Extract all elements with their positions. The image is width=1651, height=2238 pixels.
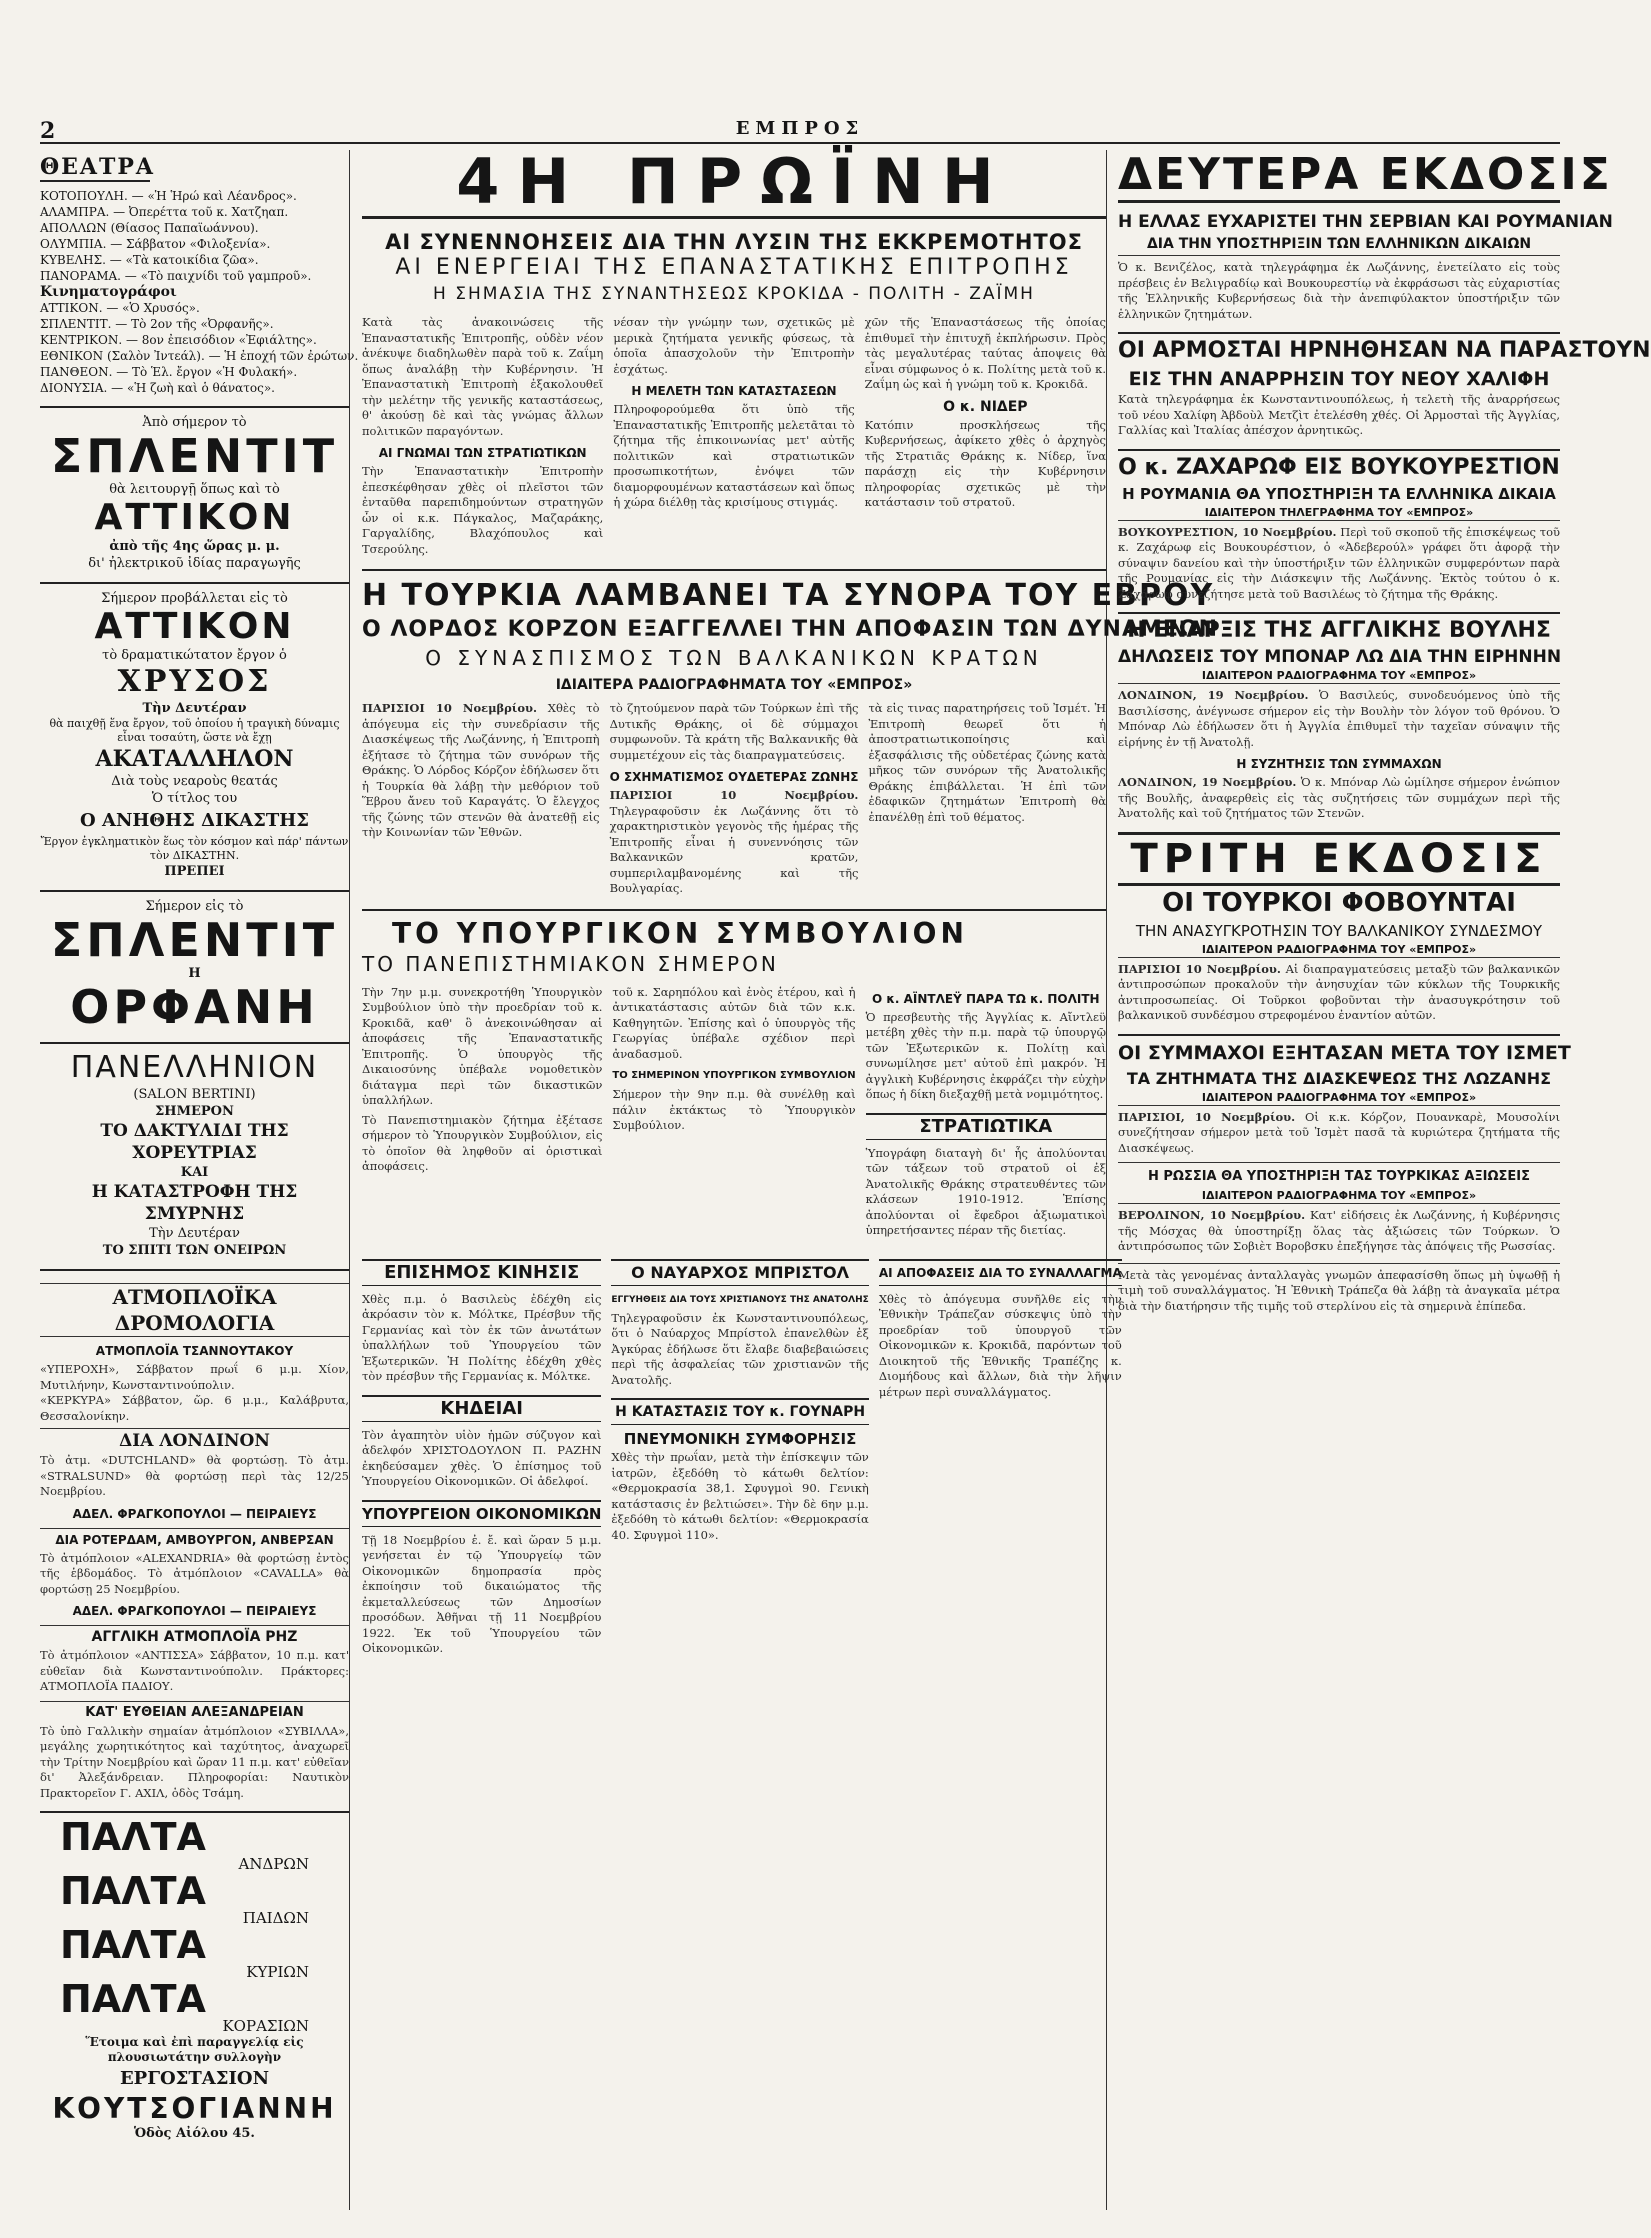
ad-film-title: ΟΡΦΑΝΗ [70, 980, 319, 1034]
dateline: ΛΟΝΔΙΝΟΝ, 19 Νοεμβρίου. [1118, 775, 1297, 789]
ad-film-title: ΑΚΑΤΑΛΛΗΛΟΝ [95, 746, 294, 772]
dispatch-label: ΙΔΙΑΙΤΕΡΟΝ ΡΑΔΙΟΓΡΑΦΗΜΑ ΤΟΥ «ΕΜΠΡΟΣ» [1118, 1188, 1560, 1204]
shipping-text: «ΚΕΡΚΥΡΑ» Σάββατον, ὥρ. 6 μ.μ., Καλάβρυτα, Θεσσαλονίκην. [40, 1393, 349, 1423]
article-subheadline: ΤΗΝ ΑΝΑΣΥΓΚΡΟΤΗΣΙΝ ΤΟΥ ΒΑΛΚΑΝΙΚΟΥ ΣΥΝΔΕΣΜΟΥ [1135, 921, 1543, 940]
article-body: Κατ' εἰδήσεις ἐκ Λωζάννης, ἡ Κυβέρνησις τῆς Μόσχας θὰ ὑποστηρίξῃ ὅλας τὰς ἀξιώσεις τῶν Τούρκων. Ὁ ἀντιπρόσωπος τῶν Σοβιὲτ Βοροβσκυ ἐπεξήγησε τὰς ἀπόψεις τῆς Ρωσσίας. [1118, 1208, 1560, 1253]
article-body: Κατόπιν προσκλήσεως τῆς Κυβερνήσεως, ἀφίκετο χθὲς ὁ ἀρχηγὸς τῆς Στρατιᾶς Θράκης κ. Νίδερ, ἵνα παράσχῃ εἰς τὴν Κυβέρνησιν πληροφορίας σχετικῶς μὲ τὴν κατάστασιν τοῦ στρατοῦ. [864, 417, 1106, 509]
edition-title: ΔΕΥΤΕΡΑ ΕΚΔΟΣΙΣ [1118, 150, 1560, 203]
article-body: Ὁ Βασιλεύς, συνοδευόμενος ὑπὸ τῆς Βασιλίσσης, ἀνέγνωσε σήμερον εἰς τὴν Βουλὴν τὸν λόγον τοῦ θρόνου. Ὁ Μπόναρ Λὼ ἐδήλωσεν ὅτι ἡ Ἀγγλία ἐπιθυμεῖ τὴν ταχεῖαν σύναψιν τῆς εἰρήνης ἐν τῇ Ἀνατολῇ. [1118, 688, 1561, 749]
ad-cinema-name: ΣΠΛΕΝΤΙΤ [50, 429, 339, 483]
article-body: χῶν τῆς Ἐπαναστάσεως τῆς ὁποίας ἐπιθυμεῖ τὴν ἐπιτυχῆ ἐκπλήρωσιν. Πρὸς τὰς μεγαλυτέρας ταύτας ἀποψεις θὰ εἶναι σύμφωνος ὁ κ. Πολίτης μετὰ τοῦ κ. Ζαΐμη ὡς καὶ ἡ γνώμη τοῦ κ. Κροκιδᾶ. [864, 315, 1106, 391]
article-body: Χθὲς τὸ ἀπόγευμα συνῆλθε εἰς τὴν Ἐθνικὴν Τράπεζαν σύσκεψις ὑπὸ τὴν προεδρίαν τοῦ ὑπουργοῦ τῶν Οἰκονομικῶν κ. Κροκιδᾶ, παρόντων τοῦ Διοικητοῦ τῆς Ἐθνικῆς Τραπέζης κ. Διομήδους καὶ ἄλλων, διὰ τὴν λῆψιν μέτρων περὶ συναλλάγματος. [878, 1291, 1122, 1399]
article-cabinet-council [362, 909, 1106, 1239]
splendid-attikon-ad [40, 406, 349, 572]
coats-category: ΠΑΙΔΩΝ [242, 1909, 309, 1927]
factory-label: ΕΡΓΟΣΤΑΣΙΟΝ [119, 2068, 270, 2089]
section-subhead: Ο κ. ΝΙΔΕΡ [943, 398, 1028, 415]
theatre-listing: ΑΛΑΜΠΡΑ. — Ὀπερέττα τοῦ κ. Χατζηαπ. [40, 205, 289, 219]
article-body: νέσαν τὴν γνώμην των, σχετικῶς μὲ μερικὰ ζητήματα γενικῆς φύσεως, τὰ ὁποῖα ἀπασχολοῦν τὴν Ἐπιτροπὴν ἐσχάτως. [613, 315, 855, 376]
article-headline: Η ΡΩΣΣΙΑ ΘΑ ΥΠΟΣΤΗΡΙΞΗ ΤΑΣ ΤΟΥΡΚΙΚΑΣ ΑΞΙΩΣΕΙΣ [1118, 1162, 1560, 1188]
dateline: ΠΑΡΙΣΙΟΙ 10 Νοεμβρίου. [609, 788, 859, 802]
article-body: Τὸν ἀγαπητὸν υἱὸν ἡμῶν σύζυγον καὶ ἀδελφόν ΧΡΙΣΤΟΔΟΥΛΟΝ Π. ΡΑΖΗΝ ἐκηδεύσαμεν χθὲς. Ὁ ἐπίσημος τοῦ Ὑπουργείου Οἰκονομικῶν. Οἱ ἀδελφοί. [362, 1427, 602, 1488]
dateline: ΠΑΡΙΣΙΟΙ 10 Νοεμβρίου. [1118, 961, 1281, 976]
article-body: Αἱ διαπραγματεύσεις μεταξὺ τῶν βαλκανικῶν ἀντιπροσώπων προκαλοῦν τὴν ἀνησυχίαν τῶν κύκλων τῆς Τουρκικῆς ἀντιπροσωπείας. Οἱ Τοῦρκοι φοβοῦνται τὴν ἀνασυγκρότησιν τοῦ βαλκανικοῦ συνδέσμου στρεφομένου ἐναντίον αὐτῶν. [1118, 961, 1560, 1022]
attikon-gold-ad [40, 582, 349, 880]
military-news-title: ΣΤΡΑΤΙΩΤΙΚΑ [866, 1113, 1106, 1140]
section-subhead: ΤΟ ΣΗΜΕΡΙΝΟΝ ΥΠΟΥΡΓΙΚΟΝ ΣΥΜΒΟΥΛΙΟΝ [612, 1070, 856, 1081]
article-subheadline: Ο ΛΟΡΔΟΣ ΚΟΡΖΟΝ ΕΞΑΓΓΕΛΛΕΙ ΤΗΝ ΑΠΟΦΑΣΙΝ ΤΩΝ ΔΥΝΑΜΕΩΝ [362, 617, 1219, 642]
ad-film-title: ΧΡΥΣΟΣ [117, 664, 272, 699]
ad-text: Η [188, 966, 201, 981]
ad-text: θὰ παιχθῇ ἕνα ἔργον, τοῦ ὁποίου ἡ τραγικὴ δύναμις εἶναι τοσαύτη, ὥστε νὰ ἔχῃ [49, 717, 340, 744]
article-body: Χθὲς π.μ. ὁ Βασιλεὺς ἐδέχθη εἰς ἀκρόασιν τὸν κ. Μόλτκε, Πρέσβυν τῆς Γερμανίας καὶ τὸν ἐκ τῶν ἀνωτάτων ὑπαλλήλων τοῦ Ὑπουργείου τῶν Ἐξωτερικῶν. Ἡ Πολίτης ἐδέχθη χθὲς τὸν πρέσβυν τῆς Γερμανίας κ. Μόλτκε. [362, 1291, 602, 1383]
ad-text: τὸ δραματικώτατον ἔργον ὁ [102, 648, 287, 663]
edition-title: 4Η ΠΡΩΪΝΗ [362, 150, 1106, 219]
section-subhead: Ο ΣΧΗΜΑΤΙΣΜΟΣ ΟΥΔΕΤΕΡΑΣ ΖΩΝΗΣ [609, 770, 859, 784]
article-headline: Η ΕΛΛΑΣ ΕΥΧΑΡΙΣΤΕΙ ΤΗΝ ΣΕΡΒΙΑΝ ΚΑΙ ΡΟΥΜΑΝΙΑΝ [1118, 212, 1613, 232]
palta-list [40, 1815, 349, 2035]
coats-category: ΑΝΔΡΩΝ [238, 1855, 309, 1873]
article-headline: ΤΟ ΥΠΟΥΡΓΙΚΟΝ ΣΥΜΒΟΥΛΙΟΝ [392, 916, 968, 950]
coats-category: ΚΟΡΑΣΙΩΝ [222, 2017, 309, 2035]
left-column [40, 150, 359, 2210]
shipping-text: Τὸ ὑπὸ Γαλλικὴν σημαίαν ἀτμόπλοιον «ΣΥΒΙΛΛΑ», μεγάλης χωρητικότητος καὶ ταχύτητος, ἀναχωρεῖ τὴν Τρίτην Νοεμβρίου καὶ ὥραν 11 π.μ. κατ' εὐθεῖαν δι' Ἀλεξάνδρειαν. Πληροφορίαι: Ναυτικὸν Πρακτορεῖον Γ. ΑΧΙΛ, ὁδὸς Τσάμη. [40, 1723, 349, 1800]
paper-name: ΕΜΠΡΟΣ [735, 118, 865, 139]
article-body: τοῦ κ. Σαρηπόλου καὶ ἑνὸς ἑτέρου, καὶ ἡ ἀντικατάστασις αὐτῶν διὰ τῶν κ.κ. Καθηγητῶν. Ἐπίσης καὶ ὁ ὑπουργὸς τῆς Γεωργίας ὑπέβαλε σχέδιον περὶ ἀναδασμοῦ. [612, 984, 856, 1061]
shipping-agent: ΑΔΕΛ. ΦΡΑΓΚΟΠΟΥΛΟΙ — ΠΕΙΡΑΙΕΥΣ [72, 1604, 317, 1618]
ad-text: Διὰ τοὺς νεαροὺς θεατάς [111, 774, 278, 789]
ad-cinema-name: ΑΤΤΙΚΟΝ [94, 606, 295, 647]
article-subheadline: ΕΙΣ ΤΗΝ ΑΝΑΡΡΗΣΙΝ ΤΟΥ ΝΕΟΥ ΧΑΛΙΦΗ [1128, 368, 1550, 390]
ad-film-title: Η ΚΑΤΑΣΤΡΟΦΗ ΤΗΣ ΣΜΥΡΝΗΣ [91, 1182, 298, 1224]
right-column [1118, 149, 1651, 2210]
article-body: Οἱ κ.κ. Κόρζον, Πουανκαρὲ, Μουσολίνι συνεζήτησαν σήμερον μετὰ τοῦ Ἰσμὲτ πασᾶ τὰ κυριώτερα ζητήματα τῆς Διασκέψεως. [1118, 1109, 1561, 1155]
article-body: τὸ ζητούμενον παρὰ τῶν Τούρκων ἐπὶ τῆς Δυτικῆς Θράκης, οἱ δὲ σύμμαχοι συμφωνοῦν. Τὰ κράτη τῆς Βαλκανικῆς θὰ συμμετέχουν εἰς τὰς διαπραγματεύσεις. [609, 701, 859, 762]
anglo-title: ΑΓΓΛΙΚΗ ΑΤΜΟΠΛΟΪΑ ΡΗΖ [40, 1625, 349, 1645]
coats-ad [40, 1811, 349, 2142]
article-headline: Η ΕΝΑΡΞΙΣ ΤΗΣ ΑΓΓΛΙΚΗΣ ΒΟΥΛΗΣ [1118, 612, 1560, 646]
ad-text: Τὴν Δευτέραν [149, 1226, 240, 1241]
ad-cinema-name: ΠΑΝΕΛΛΗΝΙΟΝ [70, 1050, 319, 1085]
article-zaharoff [1118, 449, 1560, 603]
article-headline: ΟΙ ΣΥΜΜΑΧΟΙ ΕΞΗΤΑΣΑΝ ΜΕΤΑ ΤΟΥ ΙΣΜΕΤ [1118, 1034, 1560, 1068]
article-headline: Η ΤΟΥΡΚΙΑ ΛΑΜΒΑΝΕΙ ΤΑ ΣΥΝΟΡΑ ΤΟΥ ΕΒΡΟΥ [362, 578, 1215, 613]
article-body: Τὴν 7ην μ.μ. συνεκροτήθη Ὑπουργικὸν Συμβούλιον ὑπὸ τὴν προεδρίαν τοῦ κ. Κροκιδᾶ, καθ' ὃ ἀνεκοινώθησαν αἱ ἀποφάσεις τῆς Ἐπαναστατικῆς Ἐπιτροπῆς. Ὁ ὑπουργὸς τῆς Δικαιοσύνης ὑπέβαλε νομοθετικὸν διάταγμα περὶ τῶν δικαστικῶν ὑπαλλήλων. [362, 984, 603, 1107]
shipping-text: Τὸ ἀτμόπλοιον «ALEXANDRIA» θὰ φορτώσῃ ἐντὸς τῆς ἑβδομάδος. Τὸ ἀτμόπλοιον «CAVALLA» θὰ φορτώσῃ 25 Νοεμβρίου. [40, 1550, 349, 1596]
dateline: ΒΟΥΚΟΥΡΕΣΤΙΟΝ, 10 Νοεμβρίου. [1118, 524, 1337, 539]
section-subhead: ΕΓΓΥΗΘΕΙΣ ΔΙΑ ΤΟΥΣ ΧΡΙΣΤΙΑΝΟΥΣ ΤΗΣ ΑΝΑΤΟΛΗΣ [611, 1294, 869, 1305]
article-russia [1118, 1162, 1560, 1314]
shipping-section [40, 1269, 349, 1801]
theatre-listing: ΟΛΥΜΠΙΑ. — Σάββατον «Φιλοξενία». [40, 237, 271, 251]
theatre-listing: ΚΕΝΤΡΙΚΟΝ. — 8ον ἐπεισόδιον «Ἐφιάλτης». [40, 333, 317, 347]
article-subheadline: Η ΡΟΥΜΑΝΙΑ ΘΑ ΥΠΟΣΤΗΡΙΞΗ ΤΑ ΕΛΛΗΝΙΚΑ ΔΙΚΑΙΑ [1122, 484, 1556, 503]
section-subhead: Ο κ. ΑΪΝΤΛΕΫ ΠΑΡΑ ΤΩ κ. ΠΟΛΙΤΗ [871, 991, 1100, 1006]
shipping-text: Τὸ ἀτμόπλοιον «ΑΝΤΙΣΣΑ» Σάββατον, 10 π.μ. κατ' εὐθεῖαν διὰ Κωνσταντινούπολιν. Πράκτορες: ΑΤΜΟΠΛΟΪΑ ΠΑΔΙΟΥ. [40, 1648, 349, 1693]
dateline: ΒΕΡΟΛΙΝΟΝ, 10 Νοεμβρίου. [1118, 1208, 1306, 1222]
section-subhead: Η ΣΥΖΗΤΗΣΙΣ ΤΩΝ ΣΥΜΜΑΧΩΝ [1236, 757, 1442, 771]
coats-word: ΠΑΛΤΑ [60, 1869, 206, 1913]
theatre-listing: ΑΤΤΙΚΟΝ. — «Ὁ Χρυσός». [40, 301, 200, 315]
ad-text: δι' ἠλεκτρικοῦ ἰδίας παραγωγῆς [88, 556, 301, 571]
third-edition-title: ΤΡΙΤΗ ΕΚΔΟΣΙΣ [1118, 832, 1560, 886]
ad-text: Ἔργον ἐγκληματικὸν ἕως τὸν κόσμον καὶ πάρ' πάντων τὸν ΔΙΚΑΣΤΗΝ. [40, 835, 349, 862]
article-body: Τὸ Πανεπιστημιακὸν ζήτημα ἐξέτασε σήμερον τὸ Ὑπουργικὸν Συμβούλιον, εἰς τὸ ὁποῖον θὰ ληφθοῦν αἱ ὁριστικαὶ ἀποφάσεις. [362, 1112, 603, 1173]
theatre-listings [40, 188, 359, 396]
rotterdam-title: ΔΙΑ ΡΟΤΕΡΔΑΜ, ΑΜΒΟΥΡΓΟΝ, ΑΝΒΕΡΣΑΝ [40, 1528, 349, 1548]
theatre-listing: ΑΠΟΛΛΩΝ (Θίασος Παπαϊωάννου). [40, 221, 259, 235]
article-turks-fear [1118, 886, 1560, 1024]
theatre-listing: ΔΙΟΝΥΣΙΑ. — «Ἡ ζωὴ καὶ ὁ θάνατος». [40, 381, 275, 395]
shipping-title: ΑΤΜΟΠΛΟΪΚΑ ΔΡΟΜΟΛΟΓΙΑ [40, 1283, 349, 1337]
theatre-listing: ΣΠΛΕΝΤΙΤ. — Τὸ 2ον τῆς «Ὀρφανῆς». [40, 317, 274, 331]
article-body: Τὴν Ἐπαναστατικὴν Ἐπιτροπὴν ἐπεσκέφθησαν χθὲς οἱ πλεῖστοι τῶν ἐνταῦθα παρεπιδημούντων στρατηγῶν ὧν οἱ κ.κ. Πάγκαλος, Μαζαράκης, Γαργαλίδης, Βλαχόπουλος καὶ Τσερούλης. [362, 464, 604, 556]
article-body: Τηλεγραφοῦσιν ἐκ Λωζάννης ὅτι τὸ χαρακτηριστικὸν γεγονὸς τῆς ἡμέρας τῆς Ἐπιτροπῆς εἶναι ἡ συνεννόησις τῶν Βαλκανικῶν κρατῶν, συμπεριλαμβανομένης καὶ τῆς Βουλγαρίας. [609, 803, 859, 895]
ad-text: Τὴν Δευτέραν [142, 701, 247, 716]
theatres-heading: ΘΕΑΤΡΑ [40, 154, 155, 180]
dispatch-label: ΙΔΙΑΙΤΕΡΟΝ ΡΑΔΙΟΓΡΑΦΗΜΑ ΤΟΥ «ΕΜΠΡΟΣ» [1118, 942, 1560, 958]
dispatch-label: ΙΔΙΑΙΤΕΡΑ ΡΑΔΙΟΓΡΑΦΗΜΑΤΑ ΤΟΥ «ΕΜΠΡΟΣ» [555, 677, 913, 693]
article-body: Ὑπογράφη διαταγὴ δι' ἧς ἀπολύονται τῶν τάξεων τοῦ στρατοῦ οἱ ἐξ Ἀνατολικῆς Θράκης στρατευθέντες τῶν κλάσεων 1910-1912. Ἐπίσης ἀπολύονται οἱ ἔφεδροι ἀξιωματικοὶ ὑπηρετήσαντες πέραν τῆς διετίας. [865, 1145, 1106, 1237]
dateline: ΠΑΡΙΣΙΟΙ, 10 Νοεμβρίου. [1118, 1109, 1296, 1124]
ad-text: ΚΑΙ [180, 1165, 209, 1180]
shipping-text: Τὸ ἀτμ. «DUTCHLAND» θὰ φορτώσῃ. Τὸ ἀτμ. «STRALSUND» θὰ φορτώσῃ περὶ τὰς 12/25 Νοεμβρίου. [40, 1453, 349, 1498]
dateline: ΛΟΝΔΙΝΟΝ, 19 Νοεμβρίου. [1118, 688, 1309, 702]
theatre-listing: ΚΟΤΟΠΟΥΛΗ. — «Ἡ Ἡρώ καὶ Λέανδρος». [40, 189, 297, 203]
section-subhead: ΠΝΕΥΜΟΝΙΚΗ ΣΥΜΦΟΡΗΣΙΣ [623, 1430, 857, 1448]
page-number: 2 [40, 118, 56, 144]
section-subhead: ΑΙ ΓΝΩΜΑΙ ΤΩΝ ΣΤΡΑΤΙΩΤΙΚΩΝ [378, 446, 587, 460]
shipping-subtitle: ΑΤΜΟΠΛΟΪΑ ΤΣΑΝΝΟΥΤΑΚΟΥ [95, 1344, 294, 1358]
ad-text: Ὁ τίτλος του [151, 791, 238, 806]
article-body: Περὶ τοῦ σκοποῦ τῆς ἐπισκέψεως τοῦ κ. Ζαχάρωφ εἰς Βουκουρέστιον, ὁ «Ἀδεβερούλ» γράφει ὅτι ἀφορᾷ τὴν σύναψιν δανείου καὶ τὴν ὑποστήριξιν τῶν ἑλληνικῶν συμφερόντων παρὰ τῆς Ρουμανίας εἰς τὴν Διάσκεψιν τῆς Λωζάννης. Ἐκτὸς τούτου ὁ κ. Ζαχάρωφ συνεζήτησε μετὰ τοῦ Βασιλέως τὸ ζήτημα τῆς Θράκης. [1118, 524, 1561, 601]
theatre-listing: ΠΑΝΘΕΟΝ. — Τὸ Ἑλ. ἔργον «Ἡ Φυλακή». [40, 365, 298, 379]
section-subhead: Η ΜΕΛΕΤΗ ΤΩΝ ΚΑΤΑΣΤΑΣΕΩΝ [631, 384, 837, 398]
panellinion-ad [40, 1042, 349, 1259]
ad-text: ΠΡΕΠΕΙ [164, 864, 225, 879]
dateline: ΠΑΡΙΣΙΟΙ 10 Νοεμβρίου. [362, 701, 538, 715]
dispatch-label: ΙΔΙΑΙΤΕΡΟΝ ΡΑΔΙΟΓΡΑΦΗΜΑ ΤΟΥ «ΕΜΠΡΟΣ» [1118, 1090, 1560, 1106]
article-revolutionary-committee [362, 229, 1106, 557]
theatre-listing: Κινηματογράφοι [40, 284, 177, 300]
article-headline: ΟΙ ΤΟΥΡΚΟΙ ΦΟΒΟΥΝΤΑΙ [1162, 887, 1516, 918]
article-english-parliament [1118, 612, 1560, 822]
london-title: ΔΙΑ ΛΟΝΔΙΝΟΝ [40, 1428, 349, 1453]
ad-cinema-name: ΣΠΛΕΝΤΙΤ [50, 913, 339, 967]
exchange-title: ΑΙ ΑΠΟΦΑΣΕΙΣ ΔΙΑ ΤΟ ΣΥΝΑΛΛΑΓΜΑ [879, 1259, 1122, 1286]
article-body: Χθὲς τὴν πρωΐαν, μετὰ τὴν ἐπίσκεψιν τῶν ἰατρῶν, ἐξεδόθη τὸ κάτωθι δελτίον: «Θερμοκρασία 38,1. Σφυγμοὶ 90. Γενικὴ κατάστασις ἐν βελτιώσει». Τὴν δὲ 6ην μ.μ. ἐξεδόθη τὸ κάτωθι δελτίον: «Θερμοκρασία 40. Σφυγμοὶ 110». [611, 1450, 869, 1542]
article-body: Κατὰ τὰς ἀνακοινώσεις τῆς Ἐπαναστατικῆς Ἐπιτροπῆς, οὐδὲν νέον ἀνέκυψε διαδηλωθὲν παρὰ τοῦ κ. Ζαΐμη ὅπως ἀναλάβῃ τὴν Κυβέρνησιν. Ἡ Ἐπαναστατικὴ Ἐπιτροπὴ ἐξακολουθεῖ τὴν μελέτην τῆς γενικῆς καταστάσεως, θ' ἀκούσῃ δὲ καὶ τὰς γνώμας ἄλλων πολιτικῶν παραγόντων. [362, 315, 604, 438]
article-subheadline: Ο ΣΥΝΑΣΠΙΣΜΟΣ ΤΩΝ ΒΑΛΚΑΝΙΚΩΝ ΚΡΑΤΩΝ [425, 646, 1043, 670]
article-body: τὰ εἰς τινας παρατηρήσεις τοῦ Ἰσμέτ. Ἡ Ἐπιτροπὴ θεωρεῖ ὅτι ἡ ἀποστρατιωτικοποίησις καὶ ἐξασφάλισις τῆς οὐδετέρας ζώνης κατὰ μῆκος τῶν συνόρων τῆς Ἀνατολικῆς Θράκης ἐπιβάλλεται. Ἡ ἐπὶ τῶν ἐδαφικῶν ζητημάτων Ἐπιτροπὴ θὰ ἐπανέλθῃ ἐπὶ τοῦ θέματος. [868, 701, 1106, 824]
article-body: Ὁ κ. Μπόναρ Λὼ ὡμίλησε σήμερον ἐνώπιον τῆς Βουλῆς, ἀναφερθεὶς εἰς τὰς συζητήσεις τῶν συμμάχων περὶ τῆς Ἀνατολῆς καὶ τοῦ ζητήματος τῶν Στενῶν. [1118, 775, 1560, 820]
article-subheadline: ΤΑ ΖΗΤΗΜΑΤΑ ΤΗΣ ΔΙΑΣΚΕΨΕΩΣ ΤΗΣ ΛΩΖΑΝΗΣ [1126, 1068, 1552, 1088]
article-headline: ΟΙ ΑΡΜΟΣΤΑΙ ΗΡΝΗΘΗΣΑΝ ΝΑ ΠΑΡΑΣΤΟΥΝ [1118, 332, 1560, 366]
coats-word: ΠΑΛΤΑ [60, 1923, 206, 1967]
article-subheadline: ΑΙ ΕΝΕΡΓΕΙΑΙ ΤΗΣ ΕΠΑΝΑΣΤΑΤΙΚΗΣ ΕΠΙΤΡΟΠΗΣ [395, 255, 1073, 280]
official-movement-title: ΕΠΙΣΗΜΟΣ ΚΙΝΗΣΙΣ [362, 1259, 601, 1286]
article-body: Χθὲς τὸ ἀπόγευμα εἰς τὴν συνεδρίασιν τῆς Διασκέψεως τῆς Λωζάννης, ἡ Ἐπιτροπὴ ἐξήτασε τὸ ζήτημα τῶν συνόρων τῆς Θράκης. Ὁ Λόρδος Κόρζον ἐδήλωσεν ὅτι ἡ Τουρκία θὰ λάβῃ τὴν μεθόριον τοῦ Ἕβρου ἄνευ τοῦ Καραγάτς. Ὁ ἔλεγχος τῆς ζώνης τῶν στενῶν θὰ ἀνατεθῇ εἰς τὴν Κοινωνίαν τῶν Ἐθνῶν. [362, 701, 600, 839]
finance-ministry-title: ΥΠΟΥΡΓΕΙΟΝ ΟΙΚΟΝΟΜΙΚΩΝ [362, 1500, 601, 1527]
ad-film-title: ΤΟ ΣΠΙΤΙ ΤΩΝ ΟΝΕΙΡΩΝ [102, 1243, 287, 1258]
dispatch-label: ΙΔΙΑΙΤΕΡΟΝ ΡΑΔΙΟΓΡΑΦΗΜΑ ΤΟΥ «ΕΜΠΡΟΣ» [1118, 668, 1560, 684]
article-body: Ὁ πρεσβευτὴς τῆς Ἀγγλίας κ. Αἴντλεϋ μετέβη χθὲς τὴν π.μ. παρὰ τῷ ὑπουργῷ τῶν Ἐξωτερικῶν κ. Πολίτῃ καὶ συνωμίλησε μετ' αὐτοῦ ἐπὶ μακρόν. Ἡ ἀγγλικὴ Κυβέρνησις ἐκφράζει τὴν εὐχὴν ὅπως ἡ δίκη διεξαχθῇ μετὰ νομιμότητος. [865, 1009, 1106, 1101]
coats-category: ΚΥΡΙΩΝ [246, 1963, 309, 1981]
theatre-listing: ΠΑΝΟΡΑΜΑ. — «Τὸ παιχνίδι τοῦ γαμπροῦ». [40, 269, 312, 283]
ad-film-title: Ο ΑΝΗΘΗΣ ΔΙΚΑΣΤΗΣ [80, 810, 309, 831]
article-body: Ὁ κ. Βενιζέλος, κατὰ τηλεγράφημα ἐκ Λωζάννης, ἐνετείλατο εἰς τοὺς πρέσβεις ἐν Βελιγραδίῳ καὶ Βουκουρεστίῳ νὰ ἐκφράσωσι τὰς εὐχαριστίας τῆς Ἑλληνικῆς Κυβερνήσεως διὰ τὴν ἀνεπιφύλακτον ὑποστήριξιν τῶν ἑλληνικῶν ζητημάτων. [1118, 260, 1560, 321]
ad-film-title: ΤΟ ΔΑΚΤΥΛΙΔΙ ΤΗΣ ΧΟΡΕΥΤΡΙΑΣ [100, 1121, 289, 1163]
article-subheadline: ΤΟ ΠΑΝΕΠΙΣΤΗΜΙΑΚΟΝ ΣΗΜΕΡΟΝ [362, 951, 779, 976]
article-headline: ΑΙ ΣΥΝΕΝΝΟΗΣΕΙΣ ΔΙΑ ΤΗΝ ΛΥΣΙΝ ΤΗΣ ΕΚΚΡΕΜΟΤΗΤΟΣ [385, 230, 1083, 254]
article-serbia-romania [1118, 211, 1613, 322]
funerals-title: ΚΗΔΕΙΑΙ [362, 1395, 601, 1422]
bottom-section [362, 1249, 1122, 1657]
sybilia-title: ΚΑΤ' ΕΥΘΕΙΑΝ ΑΛΕΞΑΝΔΡΕΙΑΝ [40, 1701, 349, 1721]
article-subheadline: ΔΙΑ ΤΗΝ ΥΠΟΣΤΗΡΙΞΙΝ ΤΩΝ ΕΛΛΗΝΙΚΩΝ ΔΙΚΑΙΩΝ [1118, 233, 1560, 256]
ad-text: Ἀπὸ σήμερον τὸ [142, 415, 247, 430]
article-body: Μετὰ τὰς γενομένας ἀνταλλαγὰς γνωμῶν ἀπεφασίσθη ὅπως μὴ ὑψωθῇ ἡ τιμὴ τοῦ συναλλάγματος. Ἡ Ἐθνικὴ Τράπεζα θὰ λάβῃ τὰ ἀναγκαῖα μέτρα διὰ τὴν διατήρησιν τῆς τιμῆς τοῦ στερλίνου εἰς τὰ σημερινὰ ἐπίπεδα. [1118, 1263, 1560, 1315]
article-caliph [1118, 332, 1651, 439]
theatre-listing: ΚΥΒΕΛΗΣ. — «Τὰ κατοικίδια ζῶα». [40, 253, 259, 267]
shipping-text: «ΥΠΕΡΟΧΗ», Σάββατον πρωΐ 6 μ.μ. Χίον, Μυτιλήνην, Κωνσταντινούπολιν. [40, 1362, 349, 1392]
admiral-bristol-title: Ο ΝΑΥΑΡΧΟΣ ΜΠΡΙΣΤΟΛ [611, 1259, 868, 1286]
ad-text: ΣΗΜΕΡΟΝ [155, 1104, 234, 1119]
factory-name: ΚΟΥΤΣΟΓΙΑΝΝΗ [52, 2092, 337, 2125]
masthead [40, 118, 1560, 144]
article-subheadline: Η ΣΗΜΑΣΙΑ ΤΗΣ ΣΥΝΑΝΤΗΣΕΩΣ ΚΡΟΚΙΔΑ - ΠΟΛΙΤΗ - ΖΑΪΜΗ [433, 284, 1035, 304]
ad-text: ἀπὸ τῆς 4ης ὥρας μ. μ. [109, 539, 280, 554]
splendid-orphan-ad [40, 890, 349, 1032]
ad-text: θὰ λειτουργῇ ὅπως καὶ τὸ [109, 482, 280, 497]
article-body: Τηλεγραφοῦσιν ἐκ Κωνσταντινουπόλεως, ὅτι ὁ Ναύαρχος Μπρίστολ ἐπανελθὼν ἐξ Ἀγκύρας ἐδήλωσε ὅτι ἔλαβε διαβεβαιώσεις περὶ τῆς ἀσφαλείας τῶν χριστιανῶν τῆς Ἀνατολῆς. [611, 1310, 869, 1387]
article-body: Κατὰ τηλεγράφημα ἐκ Κωνσταντινουπόλεως, ἡ τελετὴ τῆς ἀναρρήσεως τοῦ νέου Χαλίφη Ἀβδοὺλ Μετζὶτ ἐτελέσθη χθές. Οἱ Ἁρμοσταὶ τῆς Ἀγγλίας, Γαλλίας καὶ Ἰταλίας ἀπέσχον ἀρνητικῶς. [1118, 392, 1560, 437]
article-body: Τῇ 18 Νοεμβρίου ἐ. ἔ. καὶ ὥραν 5 μ.μ. γενήσεται ἐν τῷ Ὑπουργείῳ τῶν Οἰκονομικῶν δημοπρασία πρὸς ἐκποίησιν τοῦ δικαιώματος τῆς ἐκμεταλλεύσεως τῶν Δημοσίων προσόδων. Ἀθῆναι τῇ 11 Νοεμβρίου 1922. Ἐκ τοῦ Ὑπουργείου τῶν Οἰκονομικῶν. [362, 1532, 602, 1655]
shipping-agent: ΑΔΕΛ. ΦΡΑΓΚΟΠΟΥΛΟΙ — ΠΕΙΡΑΙΕΥΣ [72, 1506, 317, 1521]
article-subheadline: ΔΗΛΩΣΕΙΣ ΤΟΥ ΜΠΟΝΑΡ ΛΩ ΔΙΑ ΤΗΝ ΕΙΡΗΝΗΝ [1118, 647, 1562, 667]
article-headline: Ο κ. ΖΑΧΑΡΩΦ ΕΙΣ ΒΟΥΚΟΥΡΕΣΤΙΟΝ [1118, 449, 1560, 483]
dispatch-label: ΙΔΙΑΙΤΕΡΟΝ ΤΗΛΕΓΡΑΦΗΜΑ ΤΟΥ «ΕΜΠΡΟΣ» [1118, 505, 1560, 521]
ad-text: Σήμερον προβάλλεται εἰς τὸ [101, 591, 288, 606]
article-body: Σήμερον τὴν 9ην π.μ. θὰ συνέλθῃ καὶ πάλιν ἐκτάκτως τὸ Ὑπουργικὸν Συμβούλιον. [612, 1087, 856, 1132]
article-allies-ismet [1118, 1034, 1571, 1157]
factory-address: Ὁδὸς Αἰόλου 45. [134, 2126, 255, 2141]
theatre-listing: ΕΘΝΙΚΟΝ (Σαλὸν Ἰντεάλ). — Ἡ ἐποχή τῶν ἐρώτων. [40, 349, 359, 363]
ad-text: (SALON BERTINI) [133, 1087, 256, 1102]
ad-cinema-name: ΑΤΤΙΚΟΝ [94, 497, 295, 538]
gounaris-title: Η ΚΑΤΑΣΤΑΣΙΣ ΤΟΥ κ. ΓΟΥΝΑΡΗ [611, 1398, 868, 1425]
coats-word: ΠΑΛΤΑ [60, 1815, 206, 1859]
ad-text: Σήμερον εἰς τὸ [145, 899, 244, 914]
ad-text: Ἕτοιμα καὶ ἐπὶ παραγγελίᾳ εἰς πλουσιωτάτην συλλογὴν [85, 2035, 304, 2064]
article-body: Πληροφορούμεθα ὅτι ὑπὸ τῆς Ἐπαναστατικῆς Ἐπιτροπῆς μελετᾶται τὸ ζήτημα τῆς ἐπικοινωνίας μετ' αὐτῆς πολιτικῶν καὶ στρατιωτικῶν προσωπικοτήτων, ἐνόψει τῶν διαμορφουμένων καταστάσεων καὶ ὅπως ἡ χώρα διέλθῃ τὰς κρισίμους στιγμάς. [613, 402, 855, 509]
coats-word: ΠΑΛΤΑ [60, 1977, 206, 2021]
